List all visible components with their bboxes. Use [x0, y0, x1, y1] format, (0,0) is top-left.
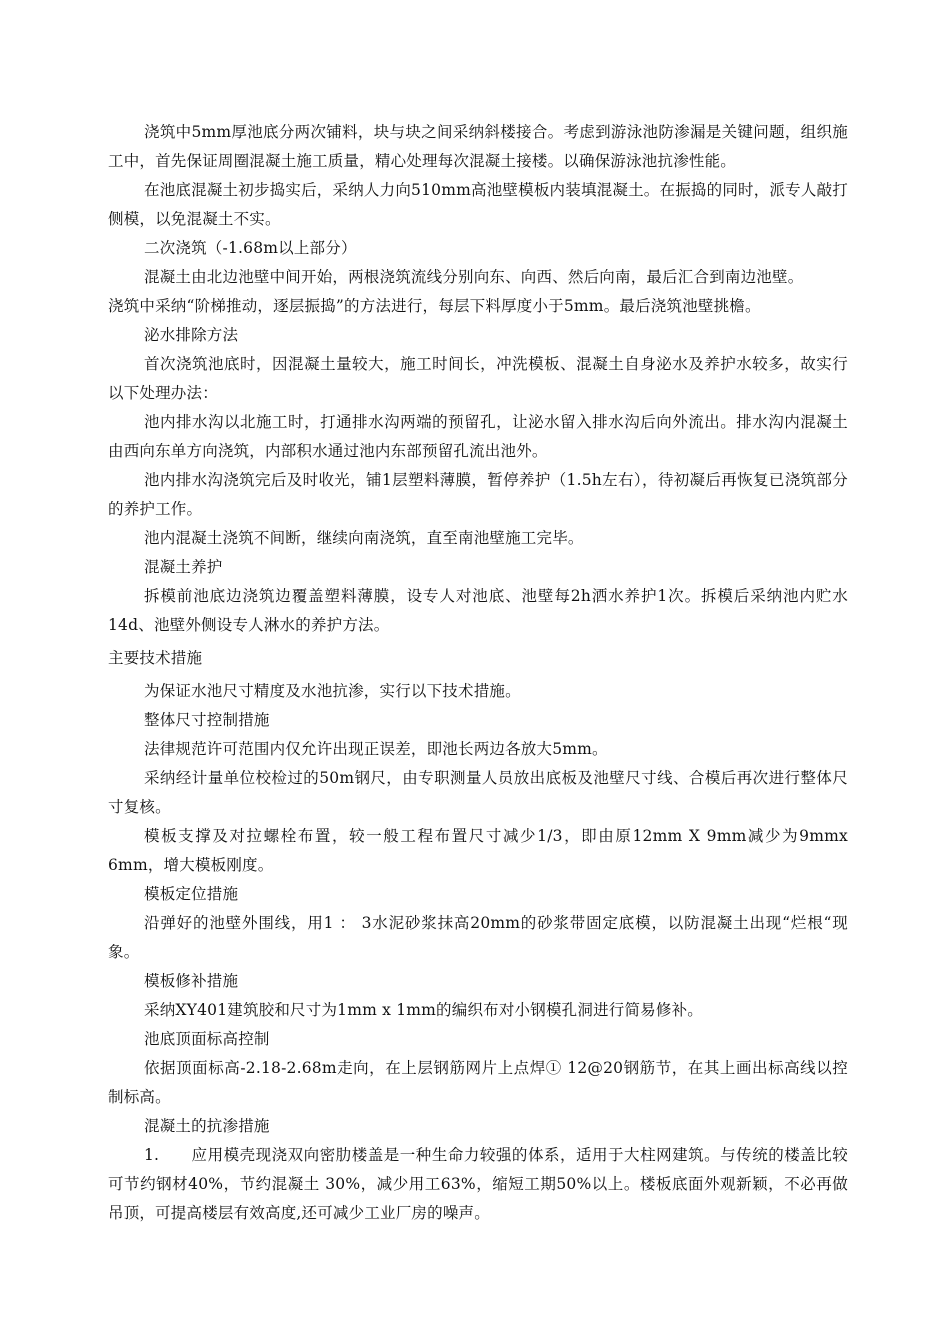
section-heading: 混凝土养护 — [144, 558, 223, 576]
numbered-paragraph: 1. 应用模壳现浇双向密肋楼盖是一种生命力较强的体系，适用于大柱网建筑。与传统的楼盖比较可节约钢材40%，节约混凝土 30%，减少用工63%，缩短工期50%以上。楼板底面外观新颖，不必再做吊顶，可提高楼层有效高度,还可减少工业厂房的噪声。 — [108, 1146, 848, 1222]
paragraph: 模板支撑及对拉螺栓布置，较一般工程布置尺寸减少1/3，即由原12mm X 9mm减少为9mmx 6mm，增大模板刚度。 — [108, 827, 848, 874]
section-heading: 整体尺寸控制措施 — [144, 711, 270, 729]
paragraph: 法律规范许可范围内仅允许出现正误差，即池长两边各放大5mm。 — [144, 740, 608, 758]
paragraph: 沿弹好的池壁外围线，用1 ： 3水泥砂浆抹高20mm的砂浆带固定底模，以防混凝土出现“烂根“现象。 — [108, 914, 848, 961]
paragraph: 池内排水沟浇筑完后及时收光，铺1层塑料薄膜，暂停养护（1.5h左右），待初凝后再恢复已浇筑部分的养护工作。 — [108, 471, 848, 518]
paragraph: 拆模前池底边浇筑边覆盖塑料薄膜，设专人对池底、池壁每2h洒水养护1次。拆模后采纳池内贮水14d、池壁外侧设专人淋水的养护方法。 — [108, 587, 848, 634]
paragraph: 在池底混凝土初步捣实后，采纳人力向510mm高池壁模板内装填混凝土。在振捣的同时，派专人敲打侧模，以免混凝土不实。 — [108, 181, 848, 228]
paragraph: 首次浇筑池底时，因混凝土量较大，施工时间长，冲洗模板、混凝土自身泌水及养护水较多，故实行以下处理办法： — [108, 355, 848, 402]
paragraph: 为保证水池尺寸精度及水池抗渗，实行以下技术措施。 — [144, 682, 521, 700]
section-heading: 池底顶面标高控制 — [144, 1030, 270, 1048]
section-heading: 模板修补措施 — [144, 972, 239, 990]
section-heading: 混凝土的抗渗措施 — [144, 1117, 270, 1135]
paragraph: 采纳XY401建筑胶和尺寸为1mm x 1mm的编织布对小钢模孔洞进行简易修补。 — [144, 1001, 703, 1019]
section-heading: 模板定位措施 — [144, 885, 239, 903]
section-heading: 泌水排除方法 — [144, 326, 239, 344]
section-heading: 二次浇筑（-1.68m以上部分） — [144, 239, 357, 257]
paragraph: 浇筑中采纳“阶梯推动，逐层振捣”的方法进行，每层下料厚度小于5mm。最后浇筑池壁挑檐。 — [108, 297, 761, 315]
paragraph: 池内混凝土浇筑不间断，继续向南浇筑，直至南池壁施工完毕。 — [144, 529, 584, 547]
main-heading: 主要技术措施 — [108, 649, 203, 667]
paragraph: 依据顶面标高-2.18-2.68m走向，在上层钢筋网片上点焊① 12@20钢筋节，在其上画出标高线以控制标高。 — [108, 1059, 848, 1106]
paragraph: 混凝土由北边池壁中间开始，两根浇筑流线分别向东、向西、然后向南，最后汇合到南边池壁。 — [144, 268, 804, 286]
paragraph: 采纳经计量单位校检过的50m钢尺，由专职测量人员放出底板及池壁尺寸线、合模后再次进行整体尺寸复核。 — [108, 769, 848, 816]
paragraph: 浇筑中5mm厚池底分两次铺料，块与块之间采纳斜楼接合。考虑到游泳池防渗漏是关键问题，组织施工中，首先保证周圈混凝土施工质量，精心处理每次混凝土接楼。以确保游泳池抗渗性能。 — [108, 123, 848, 170]
document-body — [108, 118, 848, 1228]
paragraph: 池内排水沟以北施工时，打通排水沟两端的预留孔，让泌水留入排水沟后向外流出。排水沟内混凝土由西向东单方向浇筑，内部积水通过池内东部预留孔流出池外。 — [108, 413, 848, 460]
